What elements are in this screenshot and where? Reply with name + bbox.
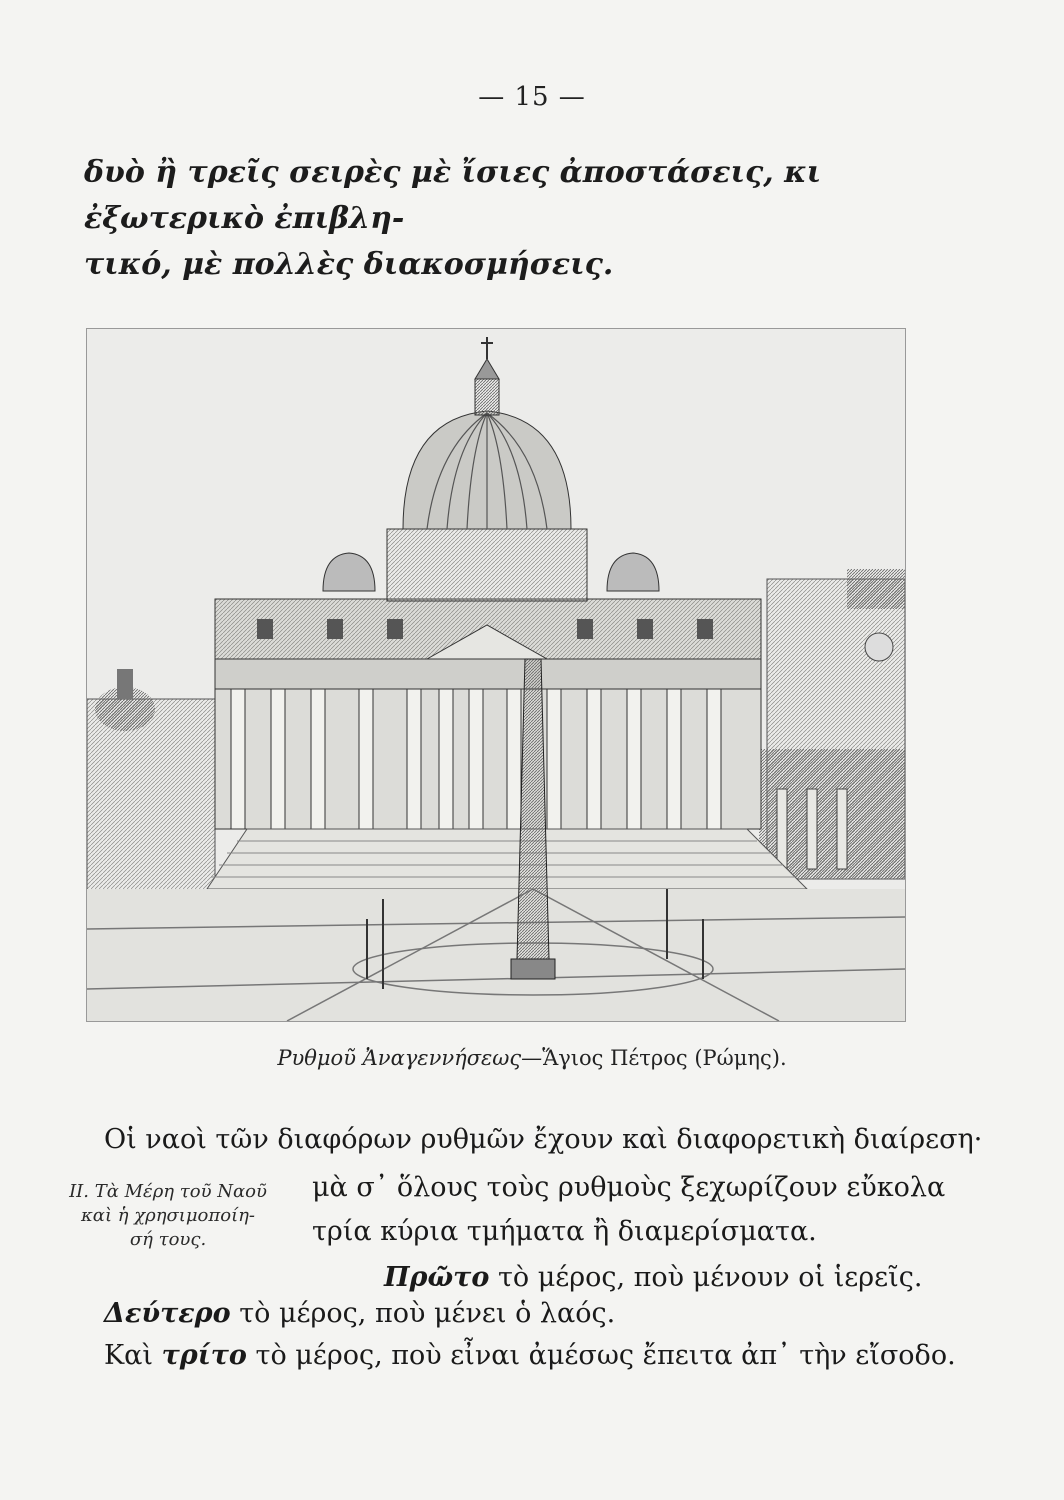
body-line-first-part bbox=[384, 1262, 922, 1293]
caption-style: Ρυθμοῦ Ἀναγεννήσεως— bbox=[277, 1046, 543, 1070]
first-part-term: Πρῶτο bbox=[384, 1262, 490, 1293]
intro-line-1: δυὸ ἢ τρεῖς σειρὲς μὲ ἴσιες ἀποστάσεις, κι ἐξωτερικὸ ἐπιβλη- bbox=[84, 155, 822, 236]
second-part-term: Δεύτερο bbox=[104, 1298, 231, 1329]
st-peters-basilica-engraving bbox=[86, 328, 906, 1022]
margin-note bbox=[52, 1180, 284, 1252]
caption-title: Ἅγιος Πέτρος (Ρώμης). bbox=[542, 1046, 787, 1070]
page-number: — 15 — bbox=[478, 82, 586, 112]
third-part-term: τρίτο bbox=[161, 1340, 247, 1371]
margin-note-line-3: σή τους. bbox=[129, 1229, 207, 1250]
body-line-third-part bbox=[104, 1340, 956, 1371]
intro-paragraph bbox=[84, 150, 964, 288]
body-line-1: Οἱ ναοὶ τῶν διαφόρων ρυθμῶν ἔχουν καὶ διαφορετικὴ διαίρεση· bbox=[104, 1124, 983, 1155]
third-part-intro: Καὶ bbox=[104, 1340, 162, 1371]
body-line-second-part bbox=[104, 1298, 615, 1329]
body-line-3: τρία κύρια τμήματα ἢ διαμερίσματα. bbox=[312, 1216, 817, 1247]
margin-note-line-2: καὶ ἡ χρησιμοποίη- bbox=[81, 1205, 255, 1226]
first-part-text: τὸ μέρος, ποὺ μένουν οἱ ἱερεῖς. bbox=[489, 1262, 923, 1293]
margin-note-line-1: II. Τὰ Μέρη τοῦ Ναοῦ bbox=[69, 1181, 267, 1202]
intro-line-2: τικό, μὲ πολλὲς διακοσμήσεις. bbox=[84, 247, 614, 282]
second-part-text: τὸ μέρος, ποὺ μένει ὁ λαός. bbox=[230, 1298, 616, 1329]
figure-caption bbox=[0, 1046, 1064, 1070]
third-part-text: τὸ μέρος, ποὺ εἶναι ἀμέσως ἔπειτα ἀπ᾿ τὴν εἴσοδο. bbox=[246, 1340, 956, 1371]
body-line-2: μὰ σ᾿ ὅλους τοὺς ρυθμοὺς ξεχωρίζουν εὔκολα bbox=[312, 1172, 946, 1203]
